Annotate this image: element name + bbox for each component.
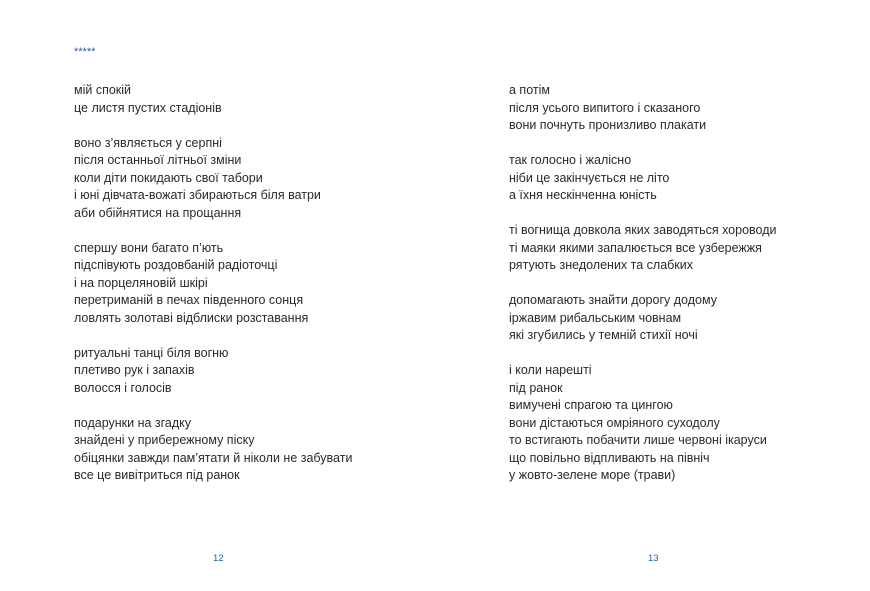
- poem-line: все це вивітриться під ранок: [74, 468, 240, 482]
- poem-line: вони дістаються омріяного суходолу: [509, 415, 720, 430]
- stanza: [74, 135, 414, 223]
- stanza: [509, 362, 849, 485]
- poem-line: ніби це закінчується не літо: [509, 170, 670, 185]
- poem-column-left: [74, 82, 414, 502]
- stanza: [509, 152, 849, 205]
- poem-line: то встигають побачити лише червоні ікаруси: [509, 433, 767, 447]
- poem-line: це листя пустих стадіонів: [74, 100, 222, 115]
- poem-line: аби обійнятися на прощання: [74, 205, 242, 220]
- stanza: [74, 345, 414, 398]
- stanza: [509, 292, 849, 345]
- stanza: [74, 240, 414, 328]
- poem-line: плетиво рук і запахів: [74, 363, 195, 377]
- poem-line: мій спокій: [74, 83, 132, 97]
- poem-line: коли діти покидають свої табори: [74, 170, 263, 185]
- right-page: [435, 0, 870, 591]
- poem-line: вони почнуть пронизливо плакати: [509, 118, 707, 132]
- poem-line: підспівують роздовбаній радіоточці: [74, 258, 278, 272]
- poem-line: обіцянки завжди пам’ятати й ніколи не забувати: [74, 450, 353, 465]
- poem-line: спершу вони багато п’ють: [74, 240, 224, 255]
- poem-line: знайдені у прибережному піску: [74, 433, 255, 447]
- poem-line: і юні дівчата-вожаті збираються біля ватри: [74, 188, 321, 202]
- poem-line: і на порцеляновій шкірі: [74, 275, 208, 290]
- poem-line: що повільно відпливають на північ: [509, 450, 710, 465]
- poem-line: а їхня нескінченна юність: [509, 188, 657, 202]
- page-number-left: 12: [213, 553, 224, 564]
- poem-line: після усього випитого і сказаного: [509, 100, 701, 115]
- poem-line: вимучені спрагою та цингою: [509, 398, 673, 412]
- poem-line: і коли нарешті: [509, 363, 592, 377]
- poem-line: воно з’являється у серпні: [74, 135, 222, 150]
- poem-line: які згубились у темній стихії ночі: [509, 328, 698, 342]
- poem-line: рятують знедолених та слабких: [509, 258, 694, 272]
- section-ornament: *****: [74, 46, 96, 58]
- poem-line: так голосно і жалісно: [509, 153, 632, 167]
- poem-line: ті маяки якими запалюється все узбережжя: [509, 240, 762, 255]
- page-number-right: 13: [648, 553, 659, 564]
- poem-column-right: [509, 82, 849, 502]
- stanza: [74, 82, 414, 117]
- poem-line: ритуальні танці біля вогню: [74, 345, 229, 360]
- poem-line: ті вогнища довкола яких заводяться хороводи: [509, 223, 777, 237]
- poem-line: а потім: [509, 83, 550, 97]
- poem-line: під ранок: [509, 380, 563, 395]
- poem-line: після останньої літньої зміни: [74, 153, 242, 167]
- poem-line: допомагають знайти дорогу додому: [509, 293, 717, 307]
- stanza: [509, 222, 849, 275]
- poem-line: подарунки на згадку: [74, 415, 192, 430]
- stanza: [509, 82, 849, 135]
- poem-line: ловлять золотаві відблиски розставання: [74, 310, 309, 325]
- poem-line: у жовто-зелене море (трави): [509, 468, 676, 482]
- stanza: [74, 415, 414, 485]
- poem-line: іржавим рибальським човнам: [509, 310, 682, 325]
- poem-line: волосся і голосів: [74, 380, 172, 395]
- poem-line: перетриманій в печах південного сонця: [74, 293, 304, 307]
